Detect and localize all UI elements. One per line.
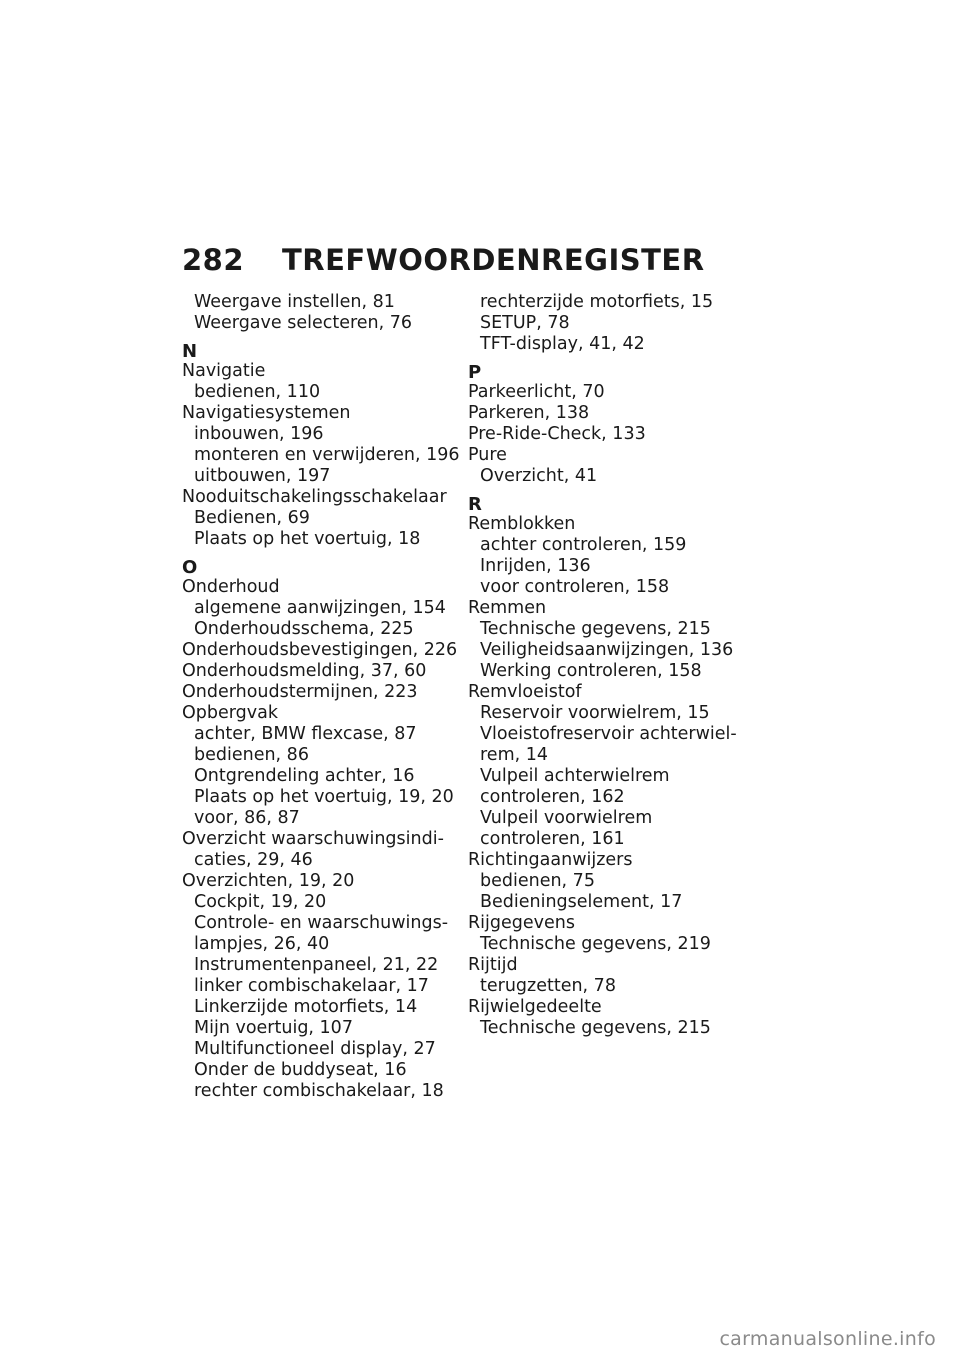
index-section-letter: O <box>182 557 198 578</box>
index-entry: Onderhoudsbevestigingen, 226 <box>182 640 458 660</box>
index-subentry: uitbouwen, 197 <box>194 466 331 486</box>
index-column-left <box>182 292 468 1102</box>
index-section-letter: N <box>182 341 198 362</box>
index-subentry: Veiligheidsaanwijzingen, 136 <box>480 640 734 660</box>
index-subentry: Onder de buddyseat, 16 <box>194 1060 407 1080</box>
index-subentry: rechterzijde motorfiets, 15 <box>480 292 714 312</box>
index-subentry: voor, 86, 87 <box>194 808 300 828</box>
index-entry: Pure <box>468 445 507 465</box>
index-entry: Parkeerlicht, 70 <box>468 382 605 402</box>
index-subentry: rem, 14 <box>480 745 549 765</box>
index-entry: Pre-Ride-Check, 133 <box>468 424 646 444</box>
index-subentry: Overzicht, 41 <box>480 466 598 486</box>
index-entry: Rijtijd <box>468 955 518 975</box>
index-subentry: bedienen, 110 <box>194 382 321 402</box>
index-subentry: inbouwen, 196 <box>194 424 324 444</box>
index-subentry: algemene aanwijzingen, 154 <box>194 598 446 618</box>
index-section-letter: R <box>468 494 482 515</box>
index-subentry: Ontgrendeling achter, 16 <box>194 766 415 786</box>
index-subentry: Plaats op het voertuig, 19, 20 <box>194 787 454 807</box>
index-entry: Remmen <box>468 598 547 618</box>
index-entry: Nooduitschakelingsschakelaar <box>182 487 447 507</box>
index-entry: Opbergvak <box>182 703 278 723</box>
index-subentry: Bedieningselement, 17 <box>480 892 683 912</box>
index-subentry: caties, 29, 46 <box>194 850 313 870</box>
index-entry: Parkeren, 138 <box>468 403 590 423</box>
index-subentry: Vloeistofreservoir achterwiel- <box>480 724 737 744</box>
index-subentry: monteren en verwijderen, 196 <box>194 445 460 465</box>
index-subentry: Cockpit, 19, 20 <box>194 892 327 912</box>
index-column-right <box>468 292 742 1102</box>
index-subentry: Instrumentenpaneel, 21, 22 <box>194 955 439 975</box>
page-header <box>182 240 705 280</box>
index-subentry: SETUP, 78 <box>480 313 570 333</box>
index-subentry: Mijn voertuig, 107 <box>194 1018 353 1038</box>
index-subentry: Vulpeil achterwielrem <box>480 766 670 786</box>
index-subentry: Plaats op het voertuig, 18 <box>194 529 421 549</box>
index-columns <box>182 292 742 1102</box>
index-subentry: lampjes, 26, 40 <box>194 934 330 954</box>
index-subentry: TFT-display, 41, 42 <box>480 334 645 354</box>
index-entry: Overzichten, 19, 20 <box>182 871 355 891</box>
index-subentry: Vulpeil voorwielrem <box>480 808 653 828</box>
index-subentry: bedienen, 75 <box>480 871 595 891</box>
index-entry: Remvloeistof <box>468 682 582 702</box>
index-entry: Onderhoudsmelding, 37, 60 <box>182 661 427 681</box>
index-subentry: Bedienen, 69 <box>194 508 310 528</box>
index-subentry: Reservoir voorwielrem, 15 <box>480 703 710 723</box>
index-subentry: Controle- en waarschuwings- <box>194 913 449 933</box>
index-subentry: Onderhoudsschema, 225 <box>194 619 414 639</box>
index-subentry: Multifunctioneel display, 27 <box>194 1039 436 1059</box>
index-subentry: Weergave instellen, 81 <box>194 292 395 312</box>
page-number: 282 <box>182 243 245 277</box>
page-title: TREFWOORDENREGISTER <box>282 243 705 277</box>
watermark: carmanualsonline.info <box>719 1328 936 1350</box>
index-entry: Onderhoudstermijnen, 223 <box>182 682 418 702</box>
index-subentry: Technische gegevens, 215 <box>480 619 711 639</box>
index-subentry: bedienen, 86 <box>194 745 309 765</box>
index-subentry: controleren, 162 <box>480 787 625 807</box>
index-subentry: Technische gegevens, 215 <box>480 1018 711 1038</box>
index-entry: Onderhoud <box>182 577 280 597</box>
index-subentry: achter, BMW flexcase, 87 <box>194 724 417 744</box>
index-subentry: Weergave selecteren, 76 <box>194 313 413 333</box>
index-subentry: Werking controleren, 158 <box>480 661 702 681</box>
index-entry: Rijgegevens <box>468 913 575 933</box>
index-entry: Navigatie <box>182 361 266 381</box>
index-subentry: Technische gegevens, 219 <box>480 934 711 954</box>
index-entry: Overzicht waarschuwingsindi- <box>182 829 444 849</box>
index-entry: Navigatiesystemen <box>182 403 351 423</box>
index-section-letter: P <box>468 362 482 383</box>
index-subentry: rechter combischakelaar, 18 <box>194 1081 444 1101</box>
index-entry: Richtingaanwijzers <box>468 850 633 870</box>
index-subentry: terugzetten, 78 <box>480 976 616 996</box>
index-subentry: Linkerzijde motorfiets, 14 <box>194 997 418 1017</box>
index-subentry: voor controleren, 158 <box>480 577 670 597</box>
index-subentry: controleren, 161 <box>480 829 625 849</box>
index-subentry: achter controleren, 159 <box>480 535 687 555</box>
index-subentry: Inrijden, 136 <box>480 556 591 576</box>
index-entry: Remblokken <box>468 514 576 534</box>
index-subentry: linker combischakelaar, 17 <box>194 976 429 996</box>
index-entry: Rijwielgedeelte <box>468 997 602 1017</box>
